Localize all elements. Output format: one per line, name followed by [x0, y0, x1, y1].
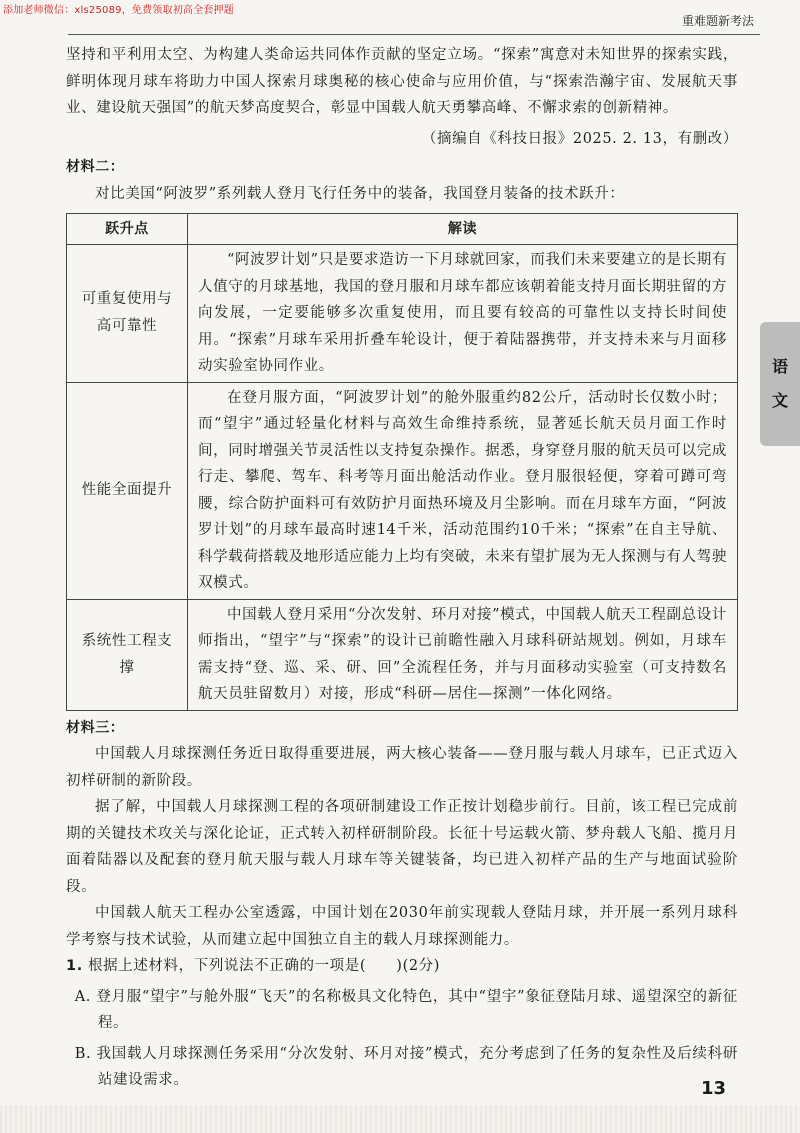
material3-paragraph: 中国载人航天工程办公室透露，中国计划在2030年前实现载人登陆月球，并开展一系列月球科学考察与技术试验，从而建立起中国独立自主的载人月球探测能力。 — [66, 905, 738, 948]
running-header: 重难题新考法 — [681, 14, 754, 28]
option-a — [66, 984, 738, 1037]
table-row — [67, 599, 738, 710]
subject-side-tab — [760, 322, 800, 446]
material2-intro: 对比美国“阿波罗”系列载人登月飞行任务中的装备，我国登月装备的技术跃升： — [95, 185, 625, 202]
table-cell-point: 可重复使用与高可靠性 — [67, 245, 188, 383]
option-text: 登月服“望宇”与舱外服“飞天”的名称极具文化特色，其中“望宇”象征登陆月球、遥望深空的新征程。 — [96, 988, 738, 1031]
watermark-text: 添加老师微信：xls25089，免费领取初高全套押题 — [3, 5, 234, 16]
table-cell-text: “阿波罗计划”只是要求造访一下月球就回家，而我们未来要建立的是长期有人值守的月球基地，我国的登月服和月球车都应该朝着能支持月面长期驻留的方向发展，一定要能够多次重复使用，而且要有较高的可靠性以支持长时间使用。“探索”月球车采用折叠车轮设计，便于着陆器携带，并支持未来与月面移动实验室协同作业。 — [188, 245, 738, 383]
material3-paragraph: 据了解，中国载人月球探测工程的各项研制建设工作正按计划稳步前行。目前，该工程已完成前期的关键技术攻关与深化论证，正式转入初样研制阶段。长征十号运载火箭、梦舟载人飞船、揽月月面着陆器以及配套的登月航天服与载人月球车等关键装备，均已进入初样产品的生产与地面试验阶段。 — [66, 799, 738, 895]
side-tab-char: 文 — [771, 391, 788, 410]
table-cell-text: 中国载人登月采用“分次发射、环月对接”模式，中国载人航天工程副总设计师指出，“望宇”与“探索”的设计已前瞻性融入月球科研站规划。例如，月球车需支持“登、巡、采、研、回”全流程任务，并与月面移动实验室（可支持数名航天员驻留数月）对接，形成“科研—居住—探测”一体化网络。 — [188, 599, 738, 710]
material3-paragraph: 中国载人月球探测任务近日取得重要进展，两大核心装备——登月服与载人月球车，已正式迈入初样研制的新阶段。 — [66, 746, 738, 789]
page-number: 13 — [700, 1078, 726, 1099]
option-text: 我国载人月球探测任务采用“分次发射、环月对接”模式，充分考虑到了任务的复杂性及后续科研站建设需求。 — [96, 1045, 739, 1088]
bottom-decor-band — [0, 1105, 800, 1133]
side-tab-char: 语 — [771, 357, 788, 376]
source-citation: （摘编自《科技日报》2025. 2. 13，有删改） — [421, 130, 738, 147]
question-stem-emphasis: 不正确 — [254, 958, 300, 974]
table-row — [67, 382, 738, 599]
table-row — [67, 245, 738, 383]
option-letter: A. — [74, 988, 91, 1005]
intro-paragraph: 坚持和平利用太空、为构建人类命运共同体作贡献的坚定立场。“探索”寓意对未知世界的探索实践，鲜明体现月球车将助力中国人探索月球奥秘的核心使命与应用价值，与“探索浩瀚宇宙、发展航天事业、建设航天强国”的航天梦高度契合，彰显中国载人航天勇攀高峰、不懈求索的创新精神。 — [66, 47, 738, 116]
option-b — [66, 1041, 738, 1094]
table-header-interpretation: 解读 — [188, 214, 738, 245]
tech-comparison-table — [66, 213, 738, 711]
table-header-row — [67, 214, 738, 245]
table-cell-point: 系统性工程支撑 — [67, 599, 188, 710]
question-1-stem — [66, 953, 738, 980]
material2-label: 材料二： — [66, 159, 125, 175]
table-header-point: 跃升点 — [67, 214, 188, 245]
table-cell-point: 性能全面提升 — [67, 382, 188, 599]
option-letter: B. — [74, 1045, 92, 1062]
question-stem-before: 根据上述材料，下列说法 — [88, 958, 255, 974]
page-content — [66, 42, 738, 1094]
material3-label: 材料三： — [66, 719, 125, 736]
question-stem-after: 的一项是( )(2分) — [299, 958, 441, 974]
table-cell-text: 在登月服方面，“阿波罗计划”的舱外服重约82公斤，活动时长仅数小时；而“望宇”通过轻量化材料与高效生命维持系统，显著延长航天员月面工作时间，同时增强关节灵活性以支持复杂操作。据悉，身穿登月服的航天员可以完成行走、攀爬、驾车、科考等月面出舱活动作业。登月服很轻便，穿着可蹲可弯腰，综合防护面料可有效防护月面热环境及月尘影响。而在月球车方面，“阿波罗计划”的月球车最高时速14千米，活动范围约10千米；“探索”在自主导航、科学载荷搭载及地形适应能力上均有突破，未来有望扩展为无人探测与有人驾驶双模式。 — [188, 382, 738, 599]
question-number: 1. — [66, 958, 83, 974]
header-divider — [68, 34, 760, 35]
